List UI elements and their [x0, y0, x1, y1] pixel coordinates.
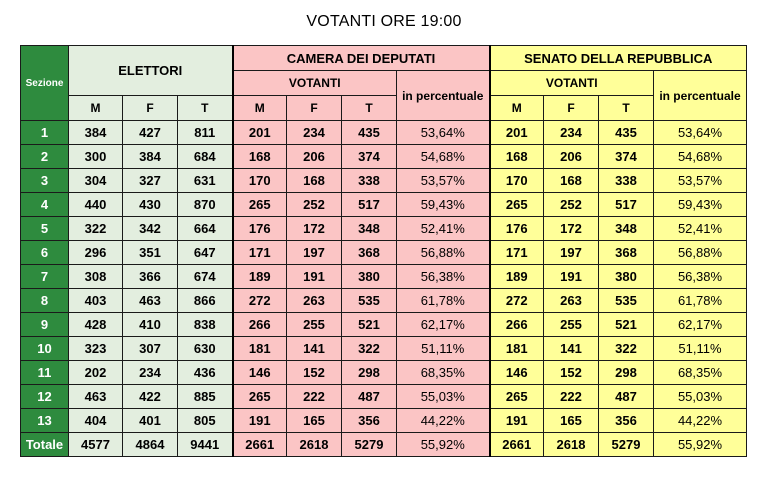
cell-senato-percentuale: 55,92% [654, 433, 747, 457]
cell-sezione: 5 [21, 217, 69, 241]
cell-elettori-f: 401 [123, 409, 178, 433]
cell-elettori-t: 9441 [178, 433, 233, 457]
cell-camera-m: 168 [233, 145, 287, 169]
cell-senato-t: 322 [599, 337, 654, 361]
cell-camera-f: 152 [287, 361, 342, 385]
cell-camera-t: 298 [342, 361, 397, 385]
cell-sezione: 12 [21, 385, 69, 409]
cell-senato-percentuale: 54,68% [654, 145, 747, 169]
cell-elettori-t: 436 [178, 361, 233, 385]
cell-sezione: Totale [21, 433, 69, 457]
cell-camera-t: 5279 [342, 433, 397, 457]
header-senato-t: T [599, 96, 654, 121]
cell-camera-m: 181 [233, 337, 287, 361]
table-row [21, 169, 747, 193]
cell-camera-percentuale: 51,11% [397, 337, 490, 361]
table-row [21, 193, 747, 217]
cell-senato-percentuale: 53,64% [654, 121, 747, 145]
cell-camera-f: 165 [287, 409, 342, 433]
table-row [21, 145, 747, 169]
cell-elettori-t: 811 [178, 121, 233, 145]
cell-elettori-f: 430 [123, 193, 178, 217]
cell-sezione: 13 [21, 409, 69, 433]
cell-camera-m: 272 [233, 289, 287, 313]
table-row [21, 313, 747, 337]
cell-elettori-t: 630 [178, 337, 233, 361]
cell-elettori-f: 342 [123, 217, 178, 241]
cell-senato-f: 172 [544, 217, 599, 241]
cell-senato-m: 171 [490, 241, 544, 265]
cell-camera-m: 266 [233, 313, 287, 337]
cell-camera-t: 487 [342, 385, 397, 409]
cell-senato-m: 272 [490, 289, 544, 313]
cell-elettori-m: 323 [69, 337, 123, 361]
cell-elettori-m: 300 [69, 145, 123, 169]
cell-senato-t: 348 [599, 217, 654, 241]
cell-camera-m: 191 [233, 409, 287, 433]
cell-camera-f: 234 [287, 121, 342, 145]
table-row [21, 121, 747, 145]
cell-camera-m: 170 [233, 169, 287, 193]
cell-senato-f: 222 [544, 385, 599, 409]
cell-camera-percentuale: 53,57% [397, 169, 490, 193]
cell-senato-t: 368 [599, 241, 654, 265]
cell-elettori-m: 4577 [69, 433, 123, 457]
cell-camera-t: 368 [342, 241, 397, 265]
cell-camera-t: 380 [342, 265, 397, 289]
cell-camera-percentuale: 54,68% [397, 145, 490, 169]
cell-camera-f: 141 [287, 337, 342, 361]
totals-row [21, 433, 747, 457]
cell-camera-m: 201 [233, 121, 287, 145]
table-row [21, 217, 747, 241]
page-title: VOTANTI ORE 19:00 [306, 13, 462, 30]
cell-senato-t: 374 [599, 145, 654, 169]
cell-camera-m: 189 [233, 265, 287, 289]
cell-elettori-f: 427 [123, 121, 178, 145]
cell-sezione: 11 [21, 361, 69, 385]
table-body [21, 121, 747, 457]
cell-senato-t: 487 [599, 385, 654, 409]
cell-senato-f: 234 [544, 121, 599, 145]
cell-elettori-t: 647 [178, 241, 233, 265]
cell-camera-percentuale: 44,22% [397, 409, 490, 433]
cell-camera-t: 435 [342, 121, 397, 145]
cell-camera-m: 176 [233, 217, 287, 241]
cell-senato-percentuale: 53,57% [654, 169, 747, 193]
header-sezione: Sezione [21, 46, 69, 121]
cell-elettori-t: 870 [178, 193, 233, 217]
cell-camera-percentuale: 52,41% [397, 217, 490, 241]
cell-camera-percentuale: 55,92% [397, 433, 490, 457]
cell-camera-percentuale: 59,43% [397, 193, 490, 217]
table-row [21, 385, 747, 409]
cell-senato-m: 189 [490, 265, 544, 289]
cell-elettori-f: 4864 [123, 433, 178, 457]
cell-senato-t: 535 [599, 289, 654, 313]
header-elettori-f: F [123, 96, 178, 121]
cell-camera-percentuale: 55,03% [397, 385, 490, 409]
cell-camera-percentuale: 56,38% [397, 265, 490, 289]
cell-elettori-m: 384 [69, 121, 123, 145]
cell-camera-m: 2661 [233, 433, 287, 457]
cell-camera-t: 348 [342, 217, 397, 241]
cell-senato-t: 380 [599, 265, 654, 289]
cell-senato-f: 197 [544, 241, 599, 265]
cell-sezione: 3 [21, 169, 69, 193]
cell-camera-t: 322 [342, 337, 397, 361]
header-elettori: ELETTORI [69, 46, 233, 96]
cell-elettori-f: 422 [123, 385, 178, 409]
cell-sezione: 8 [21, 289, 69, 313]
header-camera-votanti: VOTANTI [233, 71, 397, 96]
cell-senato-f: 191 [544, 265, 599, 289]
cell-elettori-f: 384 [123, 145, 178, 169]
cell-camera-t: 356 [342, 409, 397, 433]
cell-senato-percentuale: 59,43% [654, 193, 747, 217]
cell-camera-t: 517 [342, 193, 397, 217]
cell-elettori-m: 463 [69, 385, 123, 409]
header-elettori-t: T [178, 96, 233, 121]
header-camera-f: F [287, 96, 342, 121]
cell-senato-percentuale: 51,11% [654, 337, 747, 361]
cell-senato-t: 298 [599, 361, 654, 385]
cell-camera-f: 255 [287, 313, 342, 337]
cell-senato-f: 252 [544, 193, 599, 217]
header-senato-votanti: VOTANTI [490, 71, 654, 96]
cell-camera-m: 146 [233, 361, 287, 385]
cell-camera-f: 2618 [287, 433, 342, 457]
cell-senato-f: 263 [544, 289, 599, 313]
cell-senato-m: 191 [490, 409, 544, 433]
header-elettori-m: M [69, 96, 123, 121]
cell-sezione: 2 [21, 145, 69, 169]
cell-senato-f: 206 [544, 145, 599, 169]
cell-elettori-t: 664 [178, 217, 233, 241]
cell-elettori-m: 296 [69, 241, 123, 265]
cell-senato-percentuale: 61,78% [654, 289, 747, 313]
cell-camera-f: 168 [287, 169, 342, 193]
header-senato-f: F [544, 96, 599, 121]
cell-elettori-t: 674 [178, 265, 233, 289]
cell-senato-m: 2661 [490, 433, 544, 457]
cell-sezione: 9 [21, 313, 69, 337]
cell-sezione: 1 [21, 121, 69, 145]
cell-elettori-m: 404 [69, 409, 123, 433]
cell-elettori-f: 307 [123, 337, 178, 361]
cell-camera-t: 338 [342, 169, 397, 193]
cell-elettori-m: 202 [69, 361, 123, 385]
cell-senato-m: 266 [490, 313, 544, 337]
cell-elettori-m: 403 [69, 289, 123, 313]
header-senato-percentuale: in percentuale [654, 71, 747, 121]
header-camera-m: M [233, 96, 287, 121]
cell-senato-m: 170 [490, 169, 544, 193]
cell-senato-percentuale: 62,17% [654, 313, 747, 337]
header-senato-m: M [490, 96, 544, 121]
cell-elettori-f: 351 [123, 241, 178, 265]
table-row [21, 265, 747, 289]
cell-elettori-t: 631 [178, 169, 233, 193]
cell-sezione: 6 [21, 241, 69, 265]
cell-senato-f: 168 [544, 169, 599, 193]
cell-senato-f: 2618 [544, 433, 599, 457]
cell-elettori-f: 327 [123, 169, 178, 193]
cell-senato-m: 265 [490, 385, 544, 409]
cell-elettori-t: 684 [178, 145, 233, 169]
cell-camera-f: 197 [287, 241, 342, 265]
table-row [21, 289, 747, 313]
cell-senato-t: 435 [599, 121, 654, 145]
cell-camera-percentuale: 56,88% [397, 241, 490, 265]
cell-senato-m: 265 [490, 193, 544, 217]
cell-elettori-m: 428 [69, 313, 123, 337]
cell-senato-m: 201 [490, 121, 544, 145]
cell-elettori-f: 463 [123, 289, 178, 313]
header-camera-percentuale: in percentuale [397, 71, 490, 121]
cell-senato-t: 356 [599, 409, 654, 433]
cell-senato-f: 141 [544, 337, 599, 361]
cell-camera-f: 252 [287, 193, 342, 217]
cell-senato-t: 521 [599, 313, 654, 337]
cell-elettori-m: 304 [69, 169, 123, 193]
cell-camera-f: 172 [287, 217, 342, 241]
cell-sezione: 4 [21, 193, 69, 217]
cell-elettori-m: 440 [69, 193, 123, 217]
cell-senato-percentuale: 52,41% [654, 217, 747, 241]
table-row [21, 409, 747, 433]
cell-elettori-m: 308 [69, 265, 123, 289]
cell-senato-percentuale: 68,35% [654, 361, 747, 385]
cell-senato-percentuale: 56,38% [654, 265, 747, 289]
cell-senato-percentuale: 56,88% [654, 241, 747, 265]
cell-elettori-f: 366 [123, 265, 178, 289]
header-camera-t: T [342, 96, 397, 121]
cell-elettori-f: 410 [123, 313, 178, 337]
table-row [21, 337, 747, 361]
cell-camera-f: 206 [287, 145, 342, 169]
cell-camera-m: 171 [233, 241, 287, 265]
cell-elettori-f: 234 [123, 361, 178, 385]
cell-camera-m: 265 [233, 193, 287, 217]
cell-senato-percentuale: 55,03% [654, 385, 747, 409]
cell-senato-t: 338 [599, 169, 654, 193]
cell-camera-t: 374 [342, 145, 397, 169]
cell-senato-m: 168 [490, 145, 544, 169]
cell-camera-t: 521 [342, 313, 397, 337]
cell-camera-t: 535 [342, 289, 397, 313]
cell-camera-percentuale: 53,64% [397, 121, 490, 145]
cell-senato-t: 5279 [599, 433, 654, 457]
cell-sezione: 10 [21, 337, 69, 361]
header-senato: SENATO DELLA REPUBBLICA [490, 46, 747, 71]
cell-senato-m: 176 [490, 217, 544, 241]
cell-elettori-t: 885 [178, 385, 233, 409]
table-row [21, 241, 747, 265]
cell-senato-m: 181 [490, 337, 544, 361]
cell-elettori-m: 322 [69, 217, 123, 241]
cell-senato-percentuale: 44,22% [654, 409, 747, 433]
cell-camera-percentuale: 62,17% [397, 313, 490, 337]
cell-senato-m: 146 [490, 361, 544, 385]
table-row [21, 361, 747, 385]
cell-camera-percentuale: 61,78% [397, 289, 490, 313]
cell-camera-m: 265 [233, 385, 287, 409]
cell-senato-f: 165 [544, 409, 599, 433]
cell-elettori-t: 866 [178, 289, 233, 313]
cell-senato-f: 152 [544, 361, 599, 385]
cell-camera-percentuale: 68,35% [397, 361, 490, 385]
cell-senato-t: 517 [599, 193, 654, 217]
cell-elettori-t: 838 [178, 313, 233, 337]
cell-sezione: 7 [21, 265, 69, 289]
cell-camera-f: 263 [287, 289, 342, 313]
cell-senato-f: 255 [544, 313, 599, 337]
turnout-table [20, 45, 747, 457]
header-camera: CAMERA DEI DEPUTATI [233, 46, 490, 71]
cell-camera-f: 191 [287, 265, 342, 289]
cell-elettori-t: 805 [178, 409, 233, 433]
cell-camera-f: 222 [287, 385, 342, 409]
